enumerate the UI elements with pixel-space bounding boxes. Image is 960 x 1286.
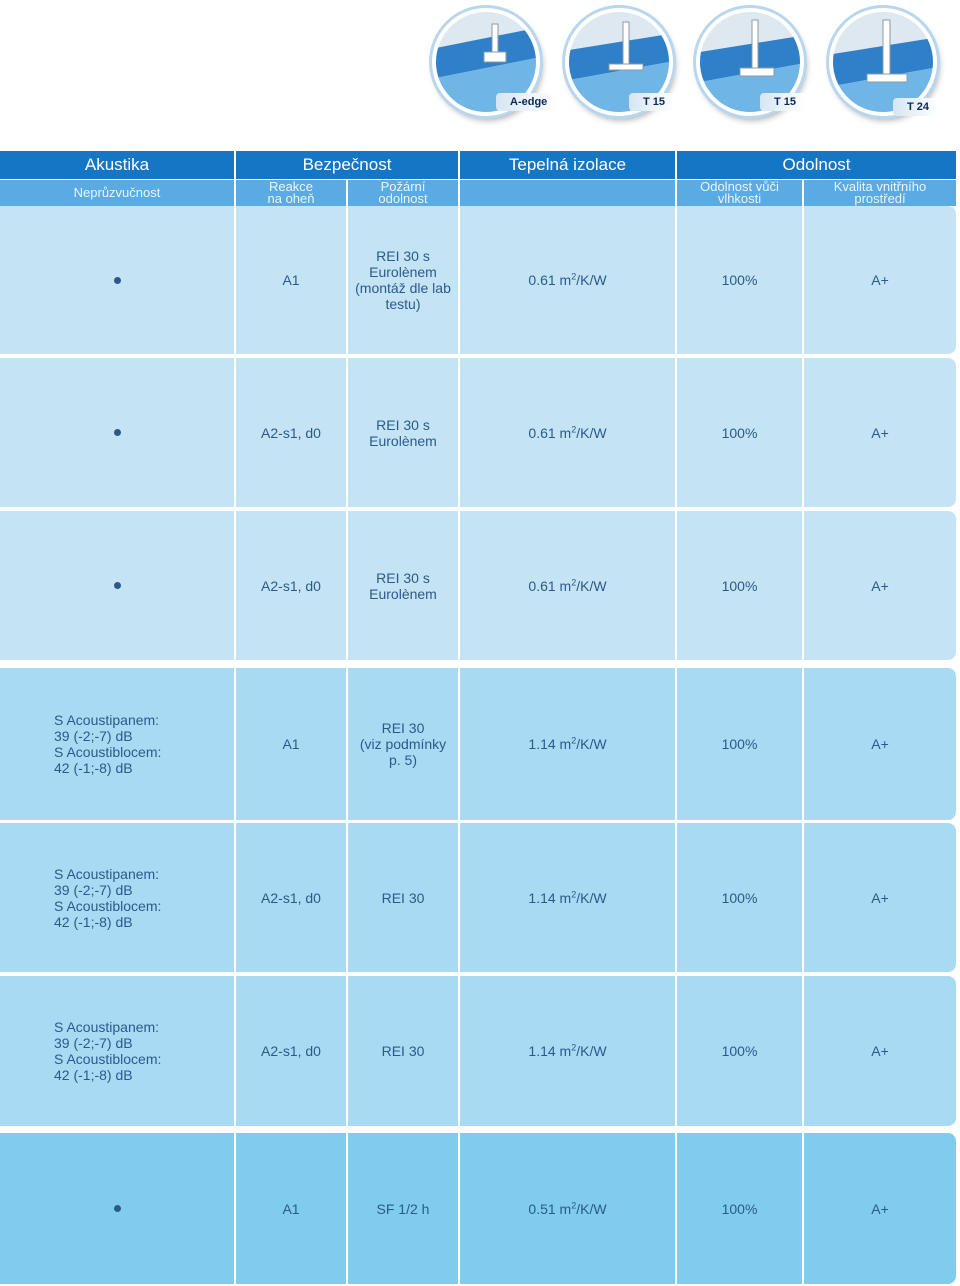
thermal-unit: m [555,1043,572,1059]
cell-akustika [0,511,234,660]
cell-tepelna [460,823,675,972]
header-kvalita-line2: prostředí [854,191,906,206]
thermal-unit: m [555,736,572,752]
pozar-line: Eurolènem [369,264,437,280]
bullet-icon [114,429,121,436]
kvalita-value: A+ [871,272,889,288]
pozar-text [369,417,437,449]
column-divider [802,206,804,354]
header-pozarni-odolnost [348,180,458,206]
header-nepruzvucnost: Neprůzvučnost [0,180,234,206]
table-row [0,976,956,1126]
cell-odolnost [677,823,802,972]
column-divider [458,206,460,354]
cell-kvalita [804,358,956,507]
header-kvalita-line1: Kvalita vnitřního [833,179,927,194]
column-divider [234,358,236,507]
header-reakce-line2: na oheň [267,191,315,206]
column-divider [458,976,460,1126]
thermal-unit-suffix: /K/W [576,424,607,441]
cell-odolnost [677,668,802,820]
akustika-line: 39 (-2;-7) dB [54,881,133,898]
cell-odolnost [677,206,802,354]
cell-reakce [236,206,346,354]
pozar-line: REI 30 [381,889,425,906]
column-divider [802,1133,804,1284]
akustika-line: S Acoustiblocem: [54,897,162,914]
thermal-resistance [528,736,606,752]
column-divider [458,511,460,660]
pozar-text [360,720,446,768]
cell-odolnost [677,358,802,507]
akustika-line: S Acoustipanem: [54,712,160,728]
column-divider [802,511,804,660]
pozar-line: REI 30 s [376,248,430,264]
thermal-unit-suffix: /K/W [576,272,607,288]
kvalita-value: A+ [871,577,889,594]
cell-reakce [236,358,346,507]
thermal-unit: m [555,889,572,906]
thermal-resistance [528,890,606,906]
column-divider [675,1133,677,1284]
column-divider [346,823,348,972]
pozar-text [382,890,425,906]
column-divider [346,976,348,1126]
cell-pozar [348,976,458,1126]
header-kvalita-prostredi [804,180,956,206]
odolnost-value: 100% [721,1043,758,1059]
kvalita-value: A+ [871,889,889,906]
column-divider [346,668,348,820]
table-row [0,206,956,354]
cell-tepelna [460,668,675,820]
cell-reakce [236,976,346,1126]
column-divider [802,976,804,1126]
column-divider [234,511,236,660]
pozar-line: (viz podmínky [359,736,447,752]
reakce-value: A1 [282,272,300,288]
odolnost-value: 100% [721,577,758,594]
column-divider [675,668,677,820]
column-divider [346,206,348,354]
cell-kvalita [804,206,956,354]
thermal-unit-sup: 2 [571,888,577,899]
cell-tepelna [460,511,675,660]
column-divider [346,358,348,507]
akustika-text [54,866,161,930]
akustika-line: S Acoustiblocem: [54,1051,162,1067]
thermal-unit: m [555,1200,572,1217]
header-tepelna-sub [460,180,675,206]
thermal-unit-suffix: /K/W [576,577,607,594]
odolnost-value: 100% [721,424,758,441]
header-reakce-na-ohen [236,180,346,206]
thermal-resistance [528,1201,606,1217]
header-akustika: Akustika [0,151,234,179]
column-divider [458,823,460,972]
cell-odolnost [677,976,802,1126]
header-reakce-line1: Reakce [268,179,314,194]
thermal-unit-sup: 2 [571,576,577,587]
column-divider [234,1133,236,1284]
cell-tepelna [460,976,675,1126]
header-odolnost: Odolnost [677,151,956,179]
pozar-line: REI 30 [381,720,425,736]
reakce-value: A1 [282,736,300,752]
pozar-text [377,1201,430,1217]
akustika-text [54,712,161,776]
pozar-text [382,1043,425,1059]
pozar-line: Eurolènem [369,432,437,449]
profile-a-edge[interactable] [432,8,548,120]
column-divider [675,823,677,972]
column-divider [675,976,677,1126]
header-bezpecnost: Bezpečnost [236,151,458,179]
header-pozarni-line2: odolnost [378,191,428,206]
thermal-value: 0.61 [528,424,556,441]
cell-kvalita [804,511,956,660]
column-divider [675,206,677,354]
column-divider [802,358,804,507]
reakce-value: A2-s1, d0 [261,889,321,906]
kvalita-value: A+ [871,736,889,752]
thermal-resistance [528,1043,606,1059]
bullet-icon [114,277,121,284]
pozar-line: REI 30 [381,1043,425,1059]
thermal-unit-sup: 2 [571,1042,577,1053]
cell-reakce [236,1133,346,1284]
cell-tepelna [460,1133,675,1284]
cell-kvalita [804,976,956,1126]
profile-label: T 15 [629,93,675,111]
cell-pozar [348,511,458,660]
thermal-unit: m [555,424,572,441]
akustika-line: S Acoustipanem: [54,1019,160,1035]
column-divider [234,976,236,1126]
odolnost-value: 100% [721,736,758,752]
thermal-unit-sup: 2 [571,735,577,746]
cell-reakce [236,823,346,972]
pozar-line: testu) [385,296,421,312]
cell-kvalita [804,668,956,820]
thermal-value: 0.61 [528,272,556,288]
pozar-text [355,248,451,312]
reakce-value: A1 [282,1200,300,1217]
pozar-line: SF 1/2 h [376,1200,430,1217]
thermal-value: 1.14 [528,736,556,752]
header-pozarni-line1: Požární [380,179,426,194]
thermal-unit-sup: 2 [571,271,577,282]
column-divider [458,668,460,820]
cell-tepelna [460,206,675,354]
pozar-line: (montáž dle lab [355,280,451,296]
cell-odolnost [677,1133,802,1284]
kvalita-value: A+ [871,1043,889,1059]
odolnost-value: 100% [721,272,758,288]
profile-label: T 24 [893,98,939,116]
column-divider [802,823,804,972]
cell-pozar [348,358,458,507]
akustika-line: 39 (-2;-7) dB [54,728,133,744]
reakce-value: A2-s1, d0 [261,1043,321,1059]
odolnost-value: 100% [721,1200,758,1217]
thermal-unit: m [555,272,572,288]
thermal-unit-suffix: /K/W [576,736,607,752]
bullet-icon [114,582,121,589]
column-divider [234,823,236,972]
column-divider [675,358,677,507]
kvalita-value: A+ [871,424,889,441]
column-divider [458,1133,460,1284]
table-row [0,511,956,660]
cell-akustika [0,206,234,354]
thermal-unit-suffix: /K/W [576,889,607,906]
pozar-text [369,570,437,602]
header-vlhkost-line2: vlhkosti [717,191,762,206]
akustika-line: 42 (-1;-8) dB [54,1067,133,1083]
akustika-line: 42 (-1;-8) dB [54,760,133,776]
akustika-text [54,1019,161,1083]
column-divider [234,668,236,820]
cell-reakce [236,668,346,820]
pozar-line: p. 5) [388,752,417,768]
thermal-value: 0.51 [528,1200,556,1217]
thermal-unit: m [555,577,572,594]
header-tepelna-izolace: Tepelná izolace [460,151,675,179]
cell-kvalita [804,1133,956,1284]
cell-akustika [0,1133,234,1284]
profile-t15-a[interactable] [565,8,677,120]
column-divider [234,206,236,354]
cell-kvalita [804,823,956,972]
thermal-resistance [528,578,606,594]
cell-pozar [348,1133,458,1284]
cell-pozar [348,206,458,354]
profile-label: T 15 [760,93,806,111]
akustika-line: S Acoustipanem: [54,865,160,882]
reakce-value: A2-s1, d0 [261,424,321,441]
cell-tepelna [460,358,675,507]
thermal-value: 1.14 [528,889,556,906]
column-divider [346,1133,348,1284]
thermal-resistance [528,272,606,288]
kvalita-value: A+ [871,1200,889,1217]
thermal-unit-suffix: /K/W [576,1200,607,1217]
reakce-value: A2-s1, d0 [261,577,321,594]
thermal-unit-sup: 2 [571,423,577,434]
table-row [0,668,956,820]
cell-odolnost [677,511,802,660]
thermal-resistance [528,425,606,441]
header-odolnost-vlhkosti [677,180,802,206]
cell-pozar [348,668,458,820]
column-divider [458,358,460,507]
pozar-line: REI 30 s [376,569,430,586]
thermal-value: 1.14 [528,1043,556,1059]
thermal-value: 0.61 [528,577,556,594]
thermal-unit-sup: 2 [571,1199,577,1210]
table-row [0,1133,956,1284]
cell-pozar [348,823,458,972]
thermal-unit-suffix: /K/W [576,1043,607,1059]
profile-t15-b[interactable] [696,8,808,120]
akustika-line: 39 (-2;-7) dB [54,1035,133,1051]
column-divider [346,511,348,660]
pozar-line: REI 30 s [376,416,430,433]
column-divider [802,668,804,820]
header-vlhkost-line1: Odolnost vůči [700,179,779,194]
odolnost-value: 100% [721,889,758,906]
table-row [0,823,956,972]
cell-reakce [236,511,346,660]
profile-t24[interactable] [829,8,941,120]
akustika-line: 42 (-1;-8) dB [54,913,133,930]
table-row [0,358,956,507]
bullet-icon [114,1205,121,1212]
column-divider [675,511,677,660]
cell-akustika [0,358,234,507]
akustika-line: S Acoustiblocem: [54,744,162,760]
profile-label: A-edge [496,93,557,111]
pozar-line: Eurolènem [369,585,437,602]
